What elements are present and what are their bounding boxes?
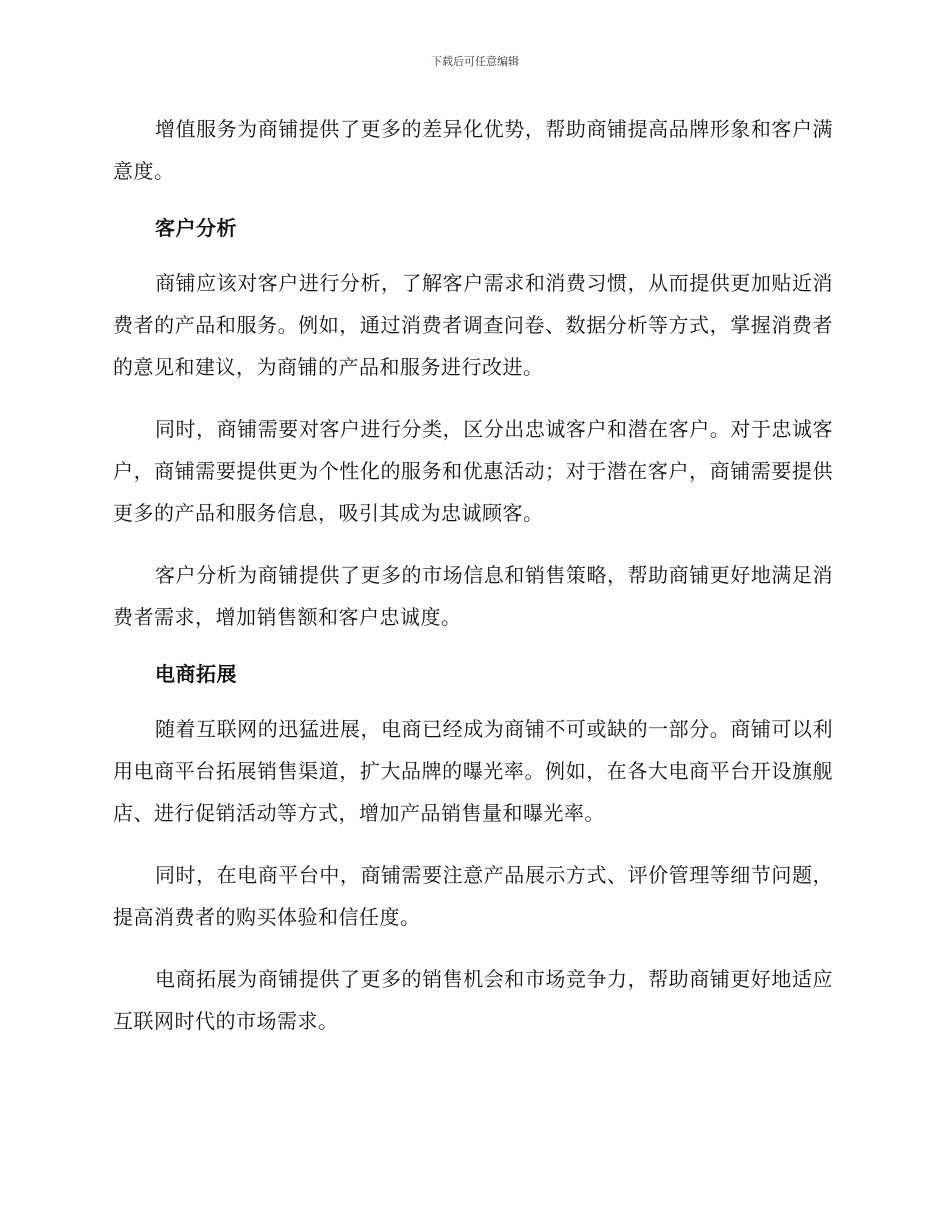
paragraph-ecommerce-details: 同时，在电商平台中，商铺需要注意产品展示方式、评价管理等细节问题，提高消费者的购买体验和信任度。 bbox=[113, 863, 833, 929]
paragraph-ecommerce-intro: 随着互联网的迅猛进展，电商已经成为商铺不可或缺的一部分。商铺可以利用电商平台拓展销售渠道，扩大品牌的曝光率。例如，在各大电商平台开设旗舰店、进行促销活动等方式，增加产品销售量和曝光率。 bbox=[113, 717, 833, 825]
paragraph-ecommerce-summary: 电商拓展为商铺提供了更多的销售机会和市场竞争力，帮助商铺更好地适应互联网时代的市场需求。 bbox=[113, 967, 833, 1033]
document-body bbox=[113, 108, 833, 1062]
paragraph-customer-analysis-summary: 客户分析为商铺提供了更多的市场信息和销售策略，帮助商铺更好地满足消费者需求，增加销售额和客户忠诚度。 bbox=[113, 563, 833, 629]
paragraph-customer-analysis-intro: 商铺应该对客户进行分析，了解客户需求和消费习惯，从而提供更加贴近消费者的产品和服务。例如，通过消费者调查问卷、数据分析等方式，掌握消费者的意见和建议，为商铺的产品和服务进行改进。 bbox=[113, 271, 833, 379]
paragraph-value-added-summary: 增值服务为商铺提供了更多的差异化优势，帮助商铺提高品牌形象和客户满意度。 bbox=[113, 117, 833, 183]
page-header: 下载后可任意编辑 bbox=[431, 55, 519, 68]
paragraph-customer-classification: 同时，商铺需要对客户进行分类，区分出忠诚客户和潜在客户。对于忠诚客户，商铺需要提供更为个性化的服务和优惠活动；对于潜在客户，商铺需要提供更多的产品和服务信息，吸引其成为忠诚顾客。 bbox=[113, 417, 833, 525]
section-heading-customer-analysis: 客户分析 bbox=[155, 216, 237, 240]
section-heading-ecommerce: 电商拓展 bbox=[155, 662, 237, 686]
